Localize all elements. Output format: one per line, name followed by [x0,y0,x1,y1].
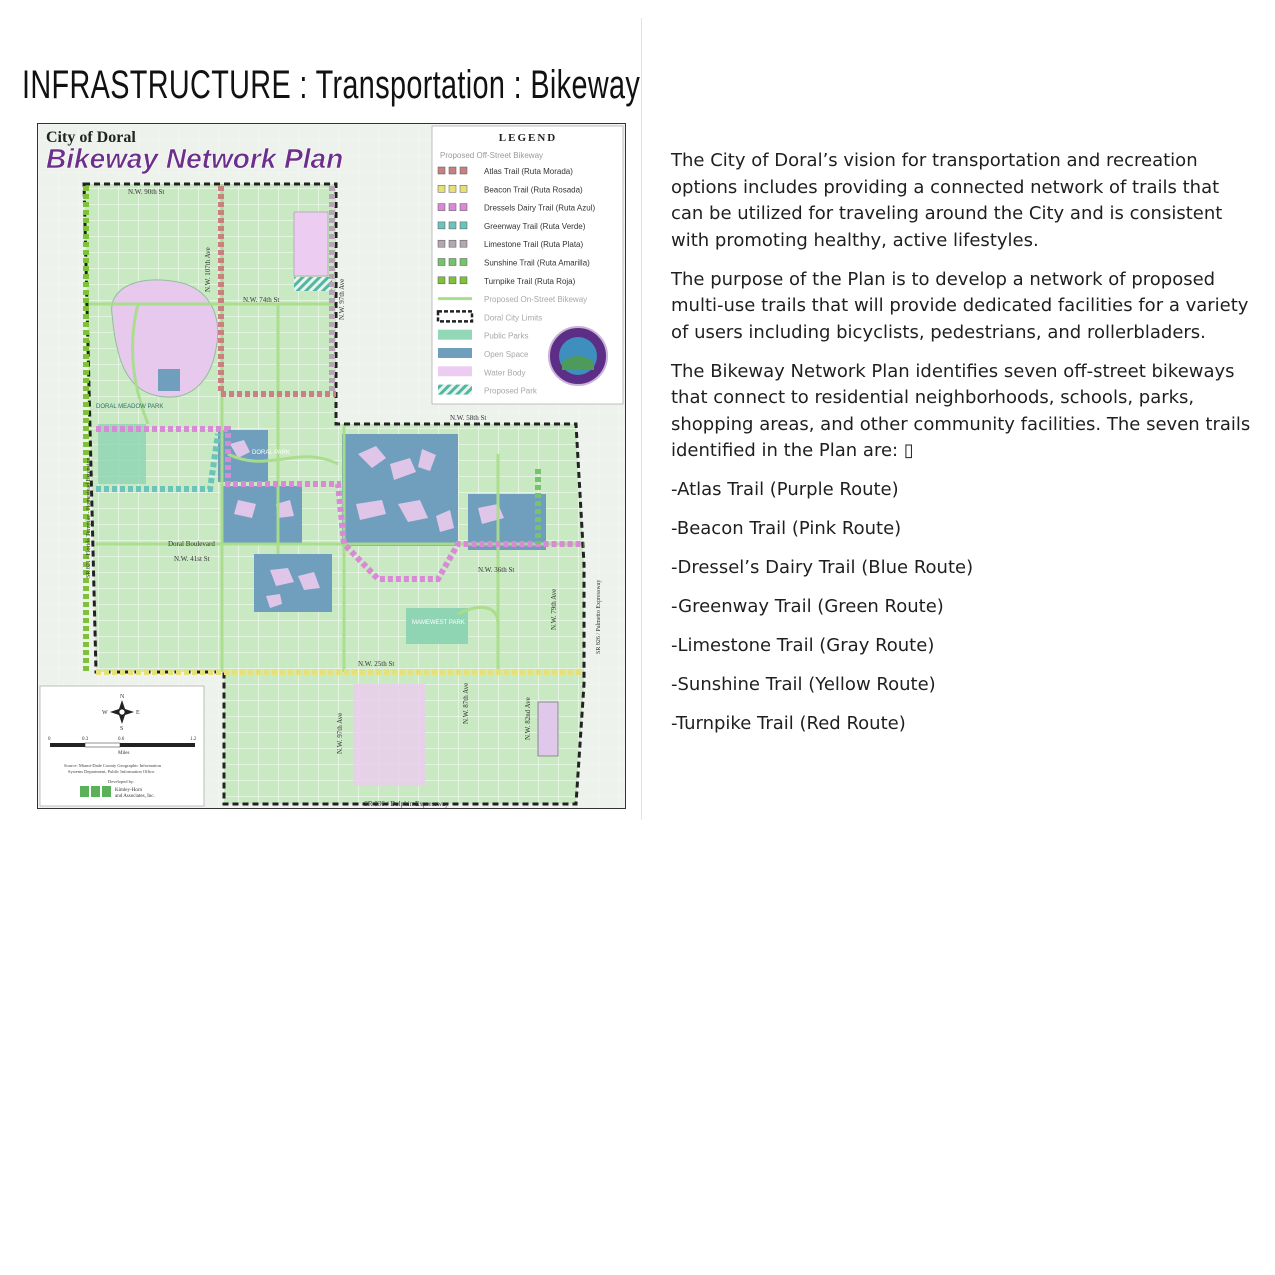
legend-item-label: Limestone Trail (Ruta Plata) [484,240,584,250]
city-seal-logo [549,327,607,385]
intro-paragraph: The City of Doral’s vision for transportation and recreation options includes providing a connected network of trails that can be utilized for traveling around the City and is consistent with promoting healthy, active lifestyles. [671,150,1223,251]
legend-heading: LEGEND [498,132,558,144]
legend-item-label: Water Body [484,368,526,378]
street-ave97: N.W. 97th Ave [338,278,346,320]
compass-w: W [102,710,108,716]
page-title: INFRASTRUCTURE : Transportation : Bikeway [22,63,641,107]
description-column [671,148,1256,750]
trail-list [671,477,1256,738]
legend-swatch [438,366,472,376]
legend-swatch [438,277,445,284]
legend-item-label: Open Space [484,350,529,359]
trail-item-turnpike: -Turnpike Trail (Red Route) [671,713,906,734]
street-sr826: SR 826 / Palmetto Expressway [596,579,602,654]
legend-swatch [449,185,456,192]
trail-item-dressels: -Dressel’s Dairy Trail (Blue Route) [671,557,974,578]
street-ave97b: N.W. 97th Ave [336,712,344,754]
legend-swatch [438,222,445,229]
legend-swatch [438,259,445,266]
street-nw36: N.W. 36th St [478,566,515,574]
column-divider [641,18,642,820]
legend-swatch [449,204,456,211]
legend-swatch [460,222,467,229]
legend-subheading: Proposed Off-Street Bikeway [440,151,544,160]
street-doral-blvd: Doral Boulevard [168,540,215,548]
legend-item-label: Greenway Trail (Ruta Verde) [484,221,586,231]
legend-swatch [449,259,456,266]
street-sr836: SR 836 / Dolphin Expressway [364,800,449,808]
street-ave107: N.W. 107th Ave [204,247,212,292]
legend-swatch [460,240,467,247]
firm-line-1: Kimley-Horn [115,788,142,793]
legend-item-label: Dressels Dairy Trail (Ruta Azul) [484,203,596,213]
legend-item-label: Doral City Limits [484,313,543,323]
map-plan-title: Bikeway Network Plan [46,143,344,174]
park-doral: DORAL PARK [252,450,291,456]
trail-item-limestone: -Limestone Trail (Gray Route) [671,635,935,656]
trail-item-atlas: -Atlas Trail (Purple Route) [671,479,899,500]
legend-swatch [449,277,456,284]
legend-swatch [460,167,467,174]
legend-swatch [449,240,456,247]
legend-item-label: Sunshine Trail (Ruta Amarilla) [484,258,590,268]
firm-line-2: and Associates, Inc. [115,794,155,799]
bikeway-map [37,123,626,809]
legend-item [438,348,529,359]
scale-unit: Miles [118,751,130,756]
trail-item-greenway: -Greenway Trail (Green Route) [671,596,944,617]
legend-swatch [438,204,445,211]
developed-by: Developed by: [108,779,135,784]
legend-swatch [438,185,445,192]
street-nw74: N.W. 74th St [243,296,280,304]
legend-item-label: Atlas Trail (Ruta Morada) [484,167,573,176]
street-nw25: N.W. 25th St [358,660,395,668]
map-info-panel [40,686,204,806]
trails-paragraph: The Bikeway Network Plan identifies seven off-street bikeways that connect to residential neighborhoods, schools, parks, shopping areas, and other community facilities. The seven trails identified in the Plan are: ▯ [671,360,1251,461]
legend-swatch [438,167,445,174]
legend-swatch [460,185,467,192]
legend-item-label: Public Parks [484,331,529,341]
compass-n: N [120,694,125,700]
purpose-paragraph: The purpose of the Plan is to develop a network of proposed multi-use trails that will provide dedicated facilities for a variety of users including bicyclists, pedestrians, and rollerbladers. [671,268,1249,343]
legend-item-label: Beacon Trail (Ruta Rosada) [484,185,583,195]
park-mawest: MAMEWEST PARK [412,620,465,626]
scale-tick-0: 0 [48,737,51,742]
source-note-2: Systems Department, Public Information Office. [68,769,156,774]
trail-item-sunshine: -Sunshine Trail (Yellow Route) [671,674,936,695]
source-note-1: Source: Miami-Dade County Geographic Information [64,763,161,768]
map-city-name: City of Doral [46,129,136,146]
legend-item-label: Turnpike Trail (Ruta Roja) [484,276,576,286]
street-ave79: N.W. 79th Ave [550,588,558,630]
street-nw41: N.W. 41st St [174,555,210,563]
legend-swatch [449,222,456,229]
street-ave87: N.W. 87th Ave [462,682,470,724]
legend-item-label: Proposed On-Street Bikeway [484,295,588,305]
compass-e: E [136,710,140,716]
legend-swatch [438,240,445,247]
legend-swatch [449,167,456,174]
scale-tick-1: 0.3 [82,737,89,742]
legend-item-label: Proposed Park [484,386,537,396]
street-nw90: N.W. 90th St [128,188,165,196]
street-nw58: N.W. 58th St [450,414,487,422]
street-sr821: SR 821 / Florida Turnpike - Homestead Extension [86,457,92,578]
legend-item [438,330,528,341]
legend-swatch [438,348,472,358]
scale-tick-2: 0.6 [118,737,125,742]
legend-swatch [438,311,472,321]
park-doral-meadow: DORAL MEADOW PARK [96,404,164,410]
legend-swatch [438,385,472,395]
legend-swatch [438,330,472,340]
legend-item [438,311,542,322]
trail-item-beacon: -Beacon Trail (Pink Route) [671,518,902,539]
compass-s: S [120,726,124,732]
street-ave82: N.W. 82nd Ave [524,697,532,740]
scale-tick-3: 1.2 [190,737,197,742]
legend-swatch [460,259,467,266]
legend-swatch [460,277,467,284]
legend-item [438,385,538,396]
legend-swatch [460,204,467,211]
